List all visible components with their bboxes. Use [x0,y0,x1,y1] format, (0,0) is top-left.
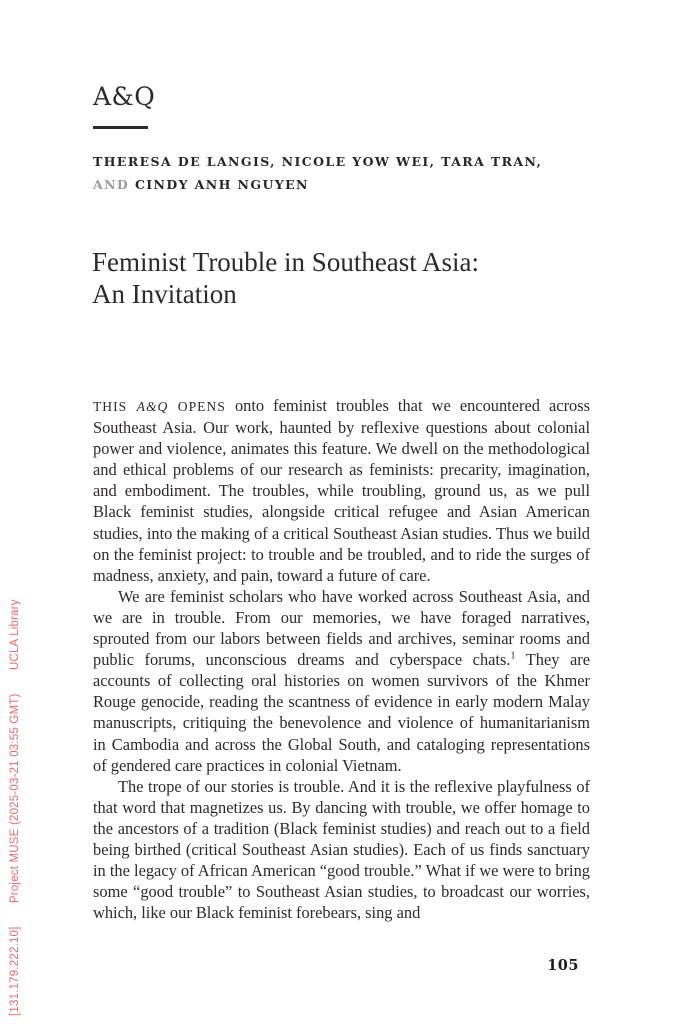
page-number: 105 [547,957,579,974]
section-label: A&Q [93,82,156,111]
title-line1: Feminist Trouble in Southeast Asia: [92,247,480,277]
paragraph-lead: THIS A&Q OPENS [93,399,226,414]
article-title [92,246,479,310]
byline-line2 [93,173,542,196]
title-line2: An Invitation [92,279,237,309]
byline-conjunction: AND [93,177,130,192]
paragraph-1: THIS A&Q OPENS onto feminist troubles that we encountered across Southeast Asia. Our work, haunted by reflexive questions about colonial power and violence, animates this feature. We dwell on the methodological and ethical problems of our research as feminists: precarity, imagination, and embodiment. The troubles, while troubling, ground us, as we pull Black feminist studies, alongside critical refugee and Asian American studies, into the making of a critical Southeast Asian studies. Thus we build on the feminist project: to trouble and be troubled, and to ride the surges of madness, anxiety, and pain, toward a future of care. [93,396,590,585]
watermark-library: UCLA Library [9,599,21,671]
footnote-marker: 1 [510,650,516,662]
access-watermark [9,599,21,1016]
watermark-provider: Project MUSE (2025-03-21 03:55 GMT) [9,693,21,904]
byline [93,150,542,196]
section-rule [93,126,148,129]
byline-line1: THERESA DE LANGIS, NICOLE YOW WEI, TARA TRAN, [93,154,543,169]
paragraph-2: We are feminist scholars who have worked across Southeast Asia, and we are in trouble. From our memories, we have foraged narratives, sprouted from our labors between fields and archives, seminar rooms and public forums, unconscious dreams and cyberspace chats.$^1$ They are accounts of collecting oral histories on women survivors of the Khmer Rouge genocide, reading the scantness of evidence in early modern Malay manuscripts, critiquing the benevolence and violence of humanitarianism in Cambodia and across the Global South, and cataloging representations of gendered care practices in colonial Vietnam. [93,586,590,775]
paragraph-3: The trope of our stories is trouble. And it is the reflexive playfulness of that word that magnetizes us. By dancing with trouble, we offer homage to the ancestors of a tradition (Black feminist studies) and reach out to a field being birthed (critical Southeast Asian studies). Each of us finds sanctuary in the legacy of African American “good trouble.” What if we were to bring some “good trouble” to Southeast Asian studies, to broadcast our worries, which, like our Black feminist forebears, sing and [93,776,590,923]
watermark-ip: [131.179.222.10] [9,926,21,1016]
article-body [93,395,590,923]
byline-names: CINDY ANH NGUYEN [134,177,309,192]
